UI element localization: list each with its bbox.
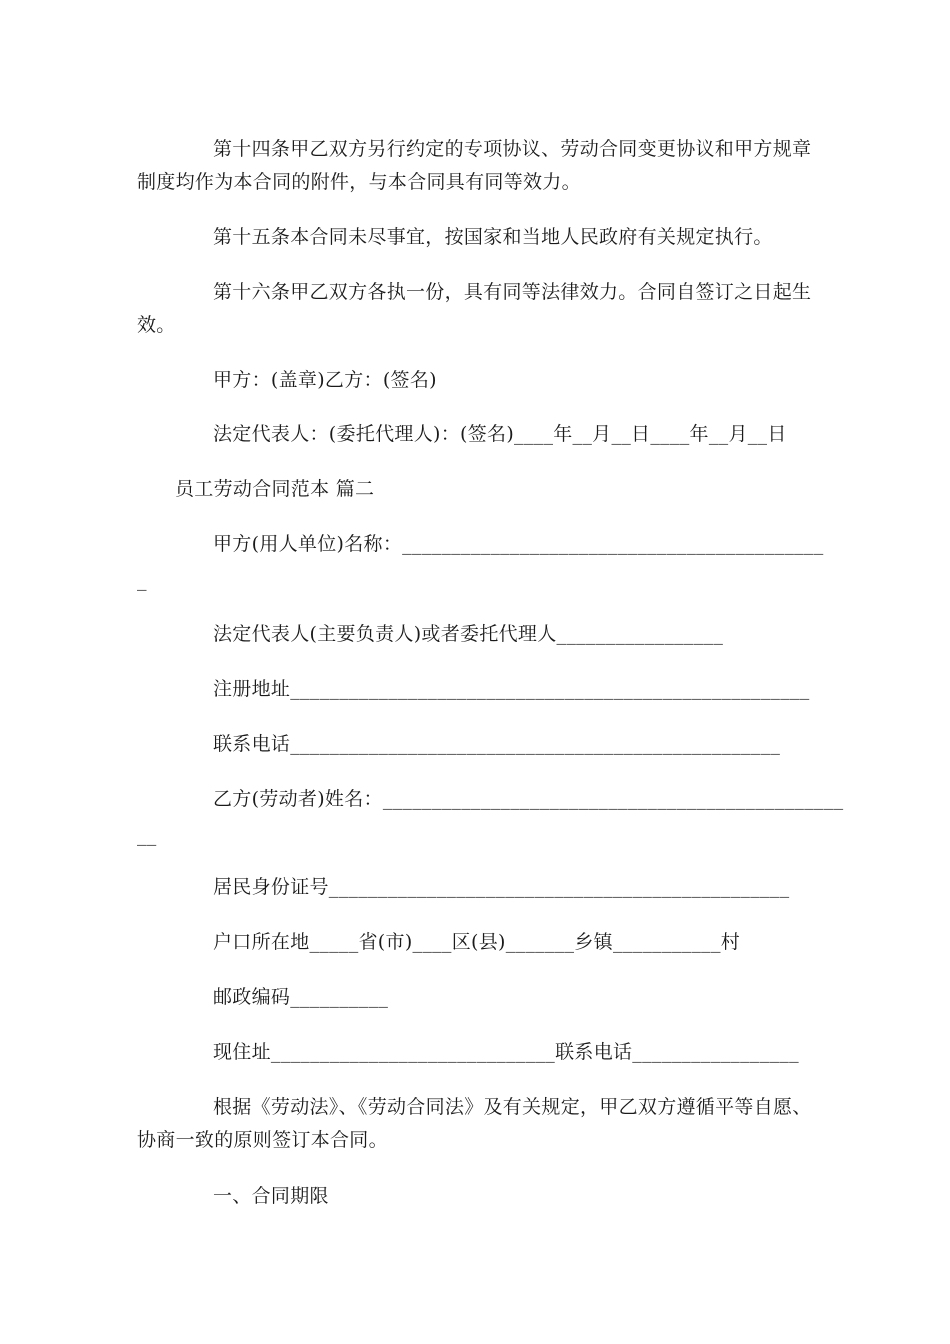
signature-parties: 甲方：(盖章)乙方：(签名) (213, 369, 437, 391)
employee-name-field: 乙方(劳动者)姓名：_______________________________________________ (213, 788, 844, 810)
article-14-line-1: 第十四条甲乙双方另行约定的专项协议、劳动合同变更协议和甲方规章 (213, 138, 812, 160)
article-15: 第十五条本合同未尽事宜，按国家和当地人民政府有关规定执行。 (213, 226, 773, 248)
article-16-line-1: 第十六条甲乙双方各执一份，具有同等法律效力。合同自签订之日起生 (213, 281, 812, 303)
id-number-field: 居民身份证号_______________________________________________ (213, 876, 790, 898)
current-address-field: 现住址_____________________________联系电话_________________ (213, 1041, 799, 1063)
basis-line-1: 根据《劳动法》、《劳动合同法》及有关规定，甲乙双方遵循平等自愿、 (213, 1096, 812, 1118)
contract-term-heading: 一、合同期限 (213, 1185, 329, 1207)
legal-representative-field: 法定代表人(主要负责人)或者委托代理人_________________ (213, 623, 724, 645)
basis-line-2: 协商一致的原则签订本合同。 (137, 1129, 388, 1151)
household-registration-field: 户口所在地_____省(市)____区(县)_______乡镇___________村 (213, 931, 741, 953)
employer-name-field-continued: _ (137, 569, 147, 591)
postal-code-field: 邮政编码__________ (213, 986, 389, 1008)
employee-name-field-continued: __ (137, 824, 157, 846)
article-16-line-2: 效。 (137, 314, 176, 336)
article-14-line-2: 制度均作为本合同的附件，与本合同具有同等效力。 (137, 171, 581, 193)
contact-phone-field: 联系电话__________________________________________________ (213, 733, 781, 755)
employer-name-field: 甲方(用人单位)名称：___________________________________________ (213, 533, 824, 555)
signature-representative: 法定代表人：(委托代理人)：(签名)____年__月__日____年__月__日 (213, 423, 787, 445)
registered-address-field: 注册地址_____________________________________________________ (213, 678, 810, 700)
section-title: 员工劳动合同范本 篇二 (175, 478, 375, 500)
